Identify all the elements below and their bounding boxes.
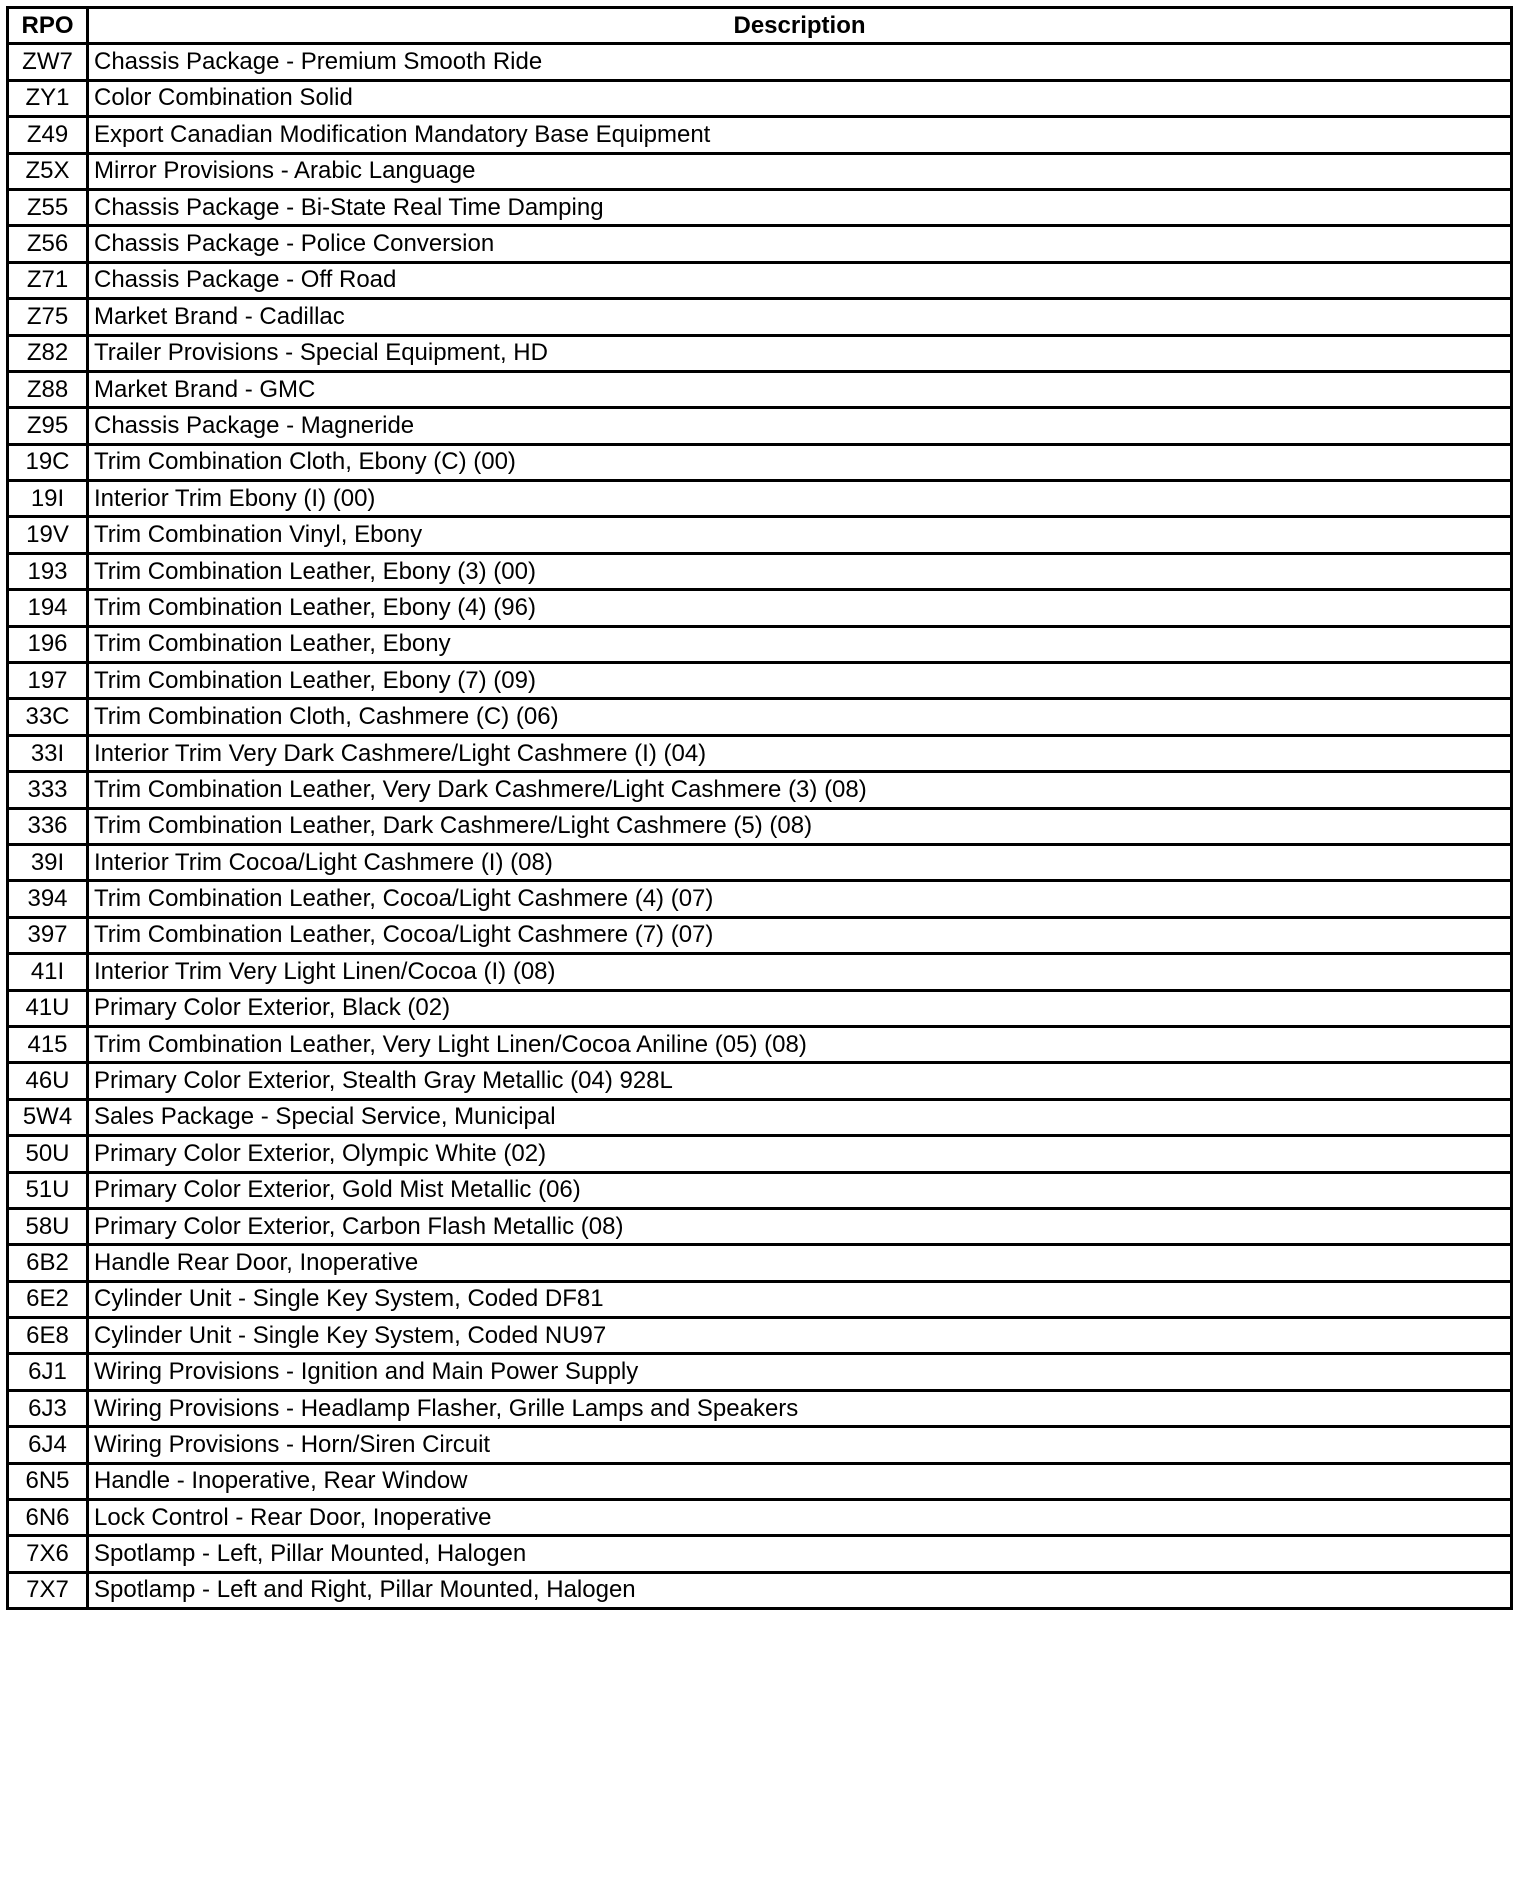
description-cell: Trim Combination Vinyl, Ebony: [88, 517, 1512, 553]
table-row: [8, 226, 1512, 262]
description-cell: Trailer Provisions - Special Equipment, HD: [88, 335, 1512, 371]
rpo-code-cell: 5W4: [8, 1099, 88, 1135]
table-row: [8, 844, 1512, 880]
description-cell: Interior Trim Very Light Linen/Cocoa (I) (08): [88, 954, 1512, 990]
rpo-code-cell: 197: [8, 663, 88, 699]
rpo-code-cell: Z82: [8, 335, 88, 371]
rpo-code-cell: 6B2: [8, 1245, 88, 1281]
description-cell: Handle - Inoperative, Rear Window: [88, 1463, 1512, 1499]
table-row: [8, 735, 1512, 771]
rpo-code-cell: 33C: [8, 699, 88, 735]
description-cell: Primary Color Exterior, Black (02): [88, 990, 1512, 1026]
description-cell: Trim Combination Leather, Ebony: [88, 626, 1512, 662]
table-row: [8, 299, 1512, 335]
description-cell: Spotlamp - Left, Pillar Mounted, Halogen: [88, 1536, 1512, 1572]
rpo-table: [6, 6, 1513, 1610]
description-cell: Wiring Provisions - Horn/Siren Circuit: [88, 1427, 1512, 1463]
table-row: [8, 954, 1512, 990]
description-cell: Interior Trim Cocoa/Light Cashmere (I) (08): [88, 844, 1512, 880]
table-row: [8, 408, 1512, 444]
table-row: [8, 1354, 1512, 1390]
description-cell: Color Combination Solid: [88, 80, 1512, 116]
rpo-code-cell: 51U: [8, 1172, 88, 1208]
description-cell: Trim Combination Leather, Ebony (7) (09): [88, 663, 1512, 699]
rpo-code-cell: 6J3: [8, 1390, 88, 1426]
description-cell: Trim Combination Cloth, Cashmere (C) (06): [88, 699, 1512, 735]
description-cell: Chassis Package - Premium Smooth Ride: [88, 44, 1512, 80]
rpo-code-cell: 6J4: [8, 1427, 88, 1463]
rpo-code-cell: Z55: [8, 189, 88, 225]
table-row: [8, 1572, 1512, 1608]
description-cell: Handle Rear Door, Inoperative: [88, 1245, 1512, 1281]
table-row: [8, 1099, 1512, 1135]
rpo-code-cell: ZY1: [8, 80, 88, 116]
table-row: [8, 262, 1512, 298]
table-row: [8, 1318, 1512, 1354]
table-row: [8, 444, 1512, 480]
description-cell: Primary Color Exterior, Carbon Flash Metallic (08): [88, 1208, 1512, 1244]
rpo-code-cell: 6E8: [8, 1318, 88, 1354]
table-row: [8, 1136, 1512, 1172]
description-cell: Trim Combination Leather, Dark Cashmere/Light Cashmere (5) (08): [88, 808, 1512, 844]
table-row: [8, 1208, 1512, 1244]
table-row: [8, 1281, 1512, 1317]
description-cell: Trim Combination Leather, Very Dark Cashmere/Light Cashmere (3) (08): [88, 772, 1512, 808]
rpo-code-cell: Z95: [8, 408, 88, 444]
table-row: [8, 772, 1512, 808]
table-row: [8, 699, 1512, 735]
table-row: [8, 189, 1512, 225]
description-cell: Primary Color Exterior, Olympic White (02): [88, 1136, 1512, 1172]
table-body: [8, 44, 1512, 1609]
rpo-code-cell: 333: [8, 772, 88, 808]
rpo-code-cell: 6E2: [8, 1281, 88, 1317]
table-row: [8, 808, 1512, 844]
table-row: [8, 1063, 1512, 1099]
table-row: [8, 917, 1512, 953]
description-cell: Trim Combination Leather, Cocoa/Light Cashmere (7) (07): [88, 917, 1512, 953]
description-cell: Chassis Package - Off Road: [88, 262, 1512, 298]
rpo-code-cell: 58U: [8, 1208, 88, 1244]
rpo-code-cell: Z71: [8, 262, 88, 298]
rpo-code-cell: 6J1: [8, 1354, 88, 1390]
description-cell: Market Brand - GMC: [88, 371, 1512, 407]
rpo-code-cell: 194: [8, 590, 88, 626]
description-cell: Interior Trim Very Dark Cashmere/Light Cashmere (I) (04): [88, 735, 1512, 771]
rpo-code-cell: 46U: [8, 1063, 88, 1099]
description-cell: Cylinder Unit - Single Key System, Coded DF81: [88, 1281, 1512, 1317]
rpo-code-cell: 19I: [8, 481, 88, 517]
rpo-code-cell: Z88: [8, 371, 88, 407]
description-cell: Primary Color Exterior, Stealth Gray Metallic (04) 928L: [88, 1063, 1512, 1099]
table-row: [8, 335, 1512, 371]
rpo-code-cell: 7X7: [8, 1572, 88, 1608]
table-row: [8, 481, 1512, 517]
rpo-code-cell: 415: [8, 1026, 88, 1062]
column-header-description: Description: [88, 8, 1512, 44]
table-row: [8, 1500, 1512, 1536]
table-row: [8, 517, 1512, 553]
description-cell: Trim Combination Leather, Very Light Linen/Cocoa Aniline (05) (08): [88, 1026, 1512, 1062]
table-row: [8, 663, 1512, 699]
table-row: [8, 80, 1512, 116]
table-row: [8, 1245, 1512, 1281]
description-cell: Cylinder Unit - Single Key System, Coded NU97: [88, 1318, 1512, 1354]
description-cell: Spotlamp - Left and Right, Pillar Mounted, Halogen: [88, 1572, 1512, 1608]
rpo-code-cell: Z56: [8, 226, 88, 262]
rpo-code-cell: 6N6: [8, 1500, 88, 1536]
rpo-code-cell: ZW7: [8, 44, 88, 80]
rpo-code-cell: Z49: [8, 117, 88, 153]
rpo-code-cell: 41I: [8, 954, 88, 990]
description-cell: Lock Control - Rear Door, Inoperative: [88, 1500, 1512, 1536]
description-cell: Mirror Provisions - Arabic Language: [88, 153, 1512, 189]
rpo-code-cell: 41U: [8, 990, 88, 1026]
description-cell: Chassis Package - Magneride: [88, 408, 1512, 444]
rpo-code-cell: 394: [8, 881, 88, 917]
column-header-rpo: RPO: [8, 8, 88, 44]
description-cell: Trim Combination Leather, Cocoa/Light Cashmere (4) (07): [88, 881, 1512, 917]
table-row: [8, 1463, 1512, 1499]
table-row: [8, 1536, 1512, 1572]
rpo-code-cell: Z75: [8, 299, 88, 335]
rpo-code-cell: 39I: [8, 844, 88, 880]
description-cell: Sales Package - Special Service, Municipal: [88, 1099, 1512, 1135]
table-row: [8, 153, 1512, 189]
description-cell: Trim Combination Leather, Ebony (4) (96): [88, 590, 1512, 626]
rpo-code-cell: 196: [8, 626, 88, 662]
table-row: [8, 117, 1512, 153]
table-row: [8, 44, 1512, 80]
description-cell: Wiring Provisions - Ignition and Main Power Supply: [88, 1354, 1512, 1390]
table-header-row: [8, 8, 1512, 44]
table-row: [8, 1427, 1512, 1463]
rpo-code-cell: 336: [8, 808, 88, 844]
rpo-code-cell: Z5X: [8, 153, 88, 189]
description-cell: Export Canadian Modification Mandatory Base Equipment: [88, 117, 1512, 153]
rpo-code-cell: 33I: [8, 735, 88, 771]
table-row: [8, 371, 1512, 407]
rpo-code-cell: 6N5: [8, 1463, 88, 1499]
description-cell: Trim Combination Cloth, Ebony (C) (00): [88, 444, 1512, 480]
description-cell: Primary Color Exterior, Gold Mist Metallic (06): [88, 1172, 1512, 1208]
rpo-code-cell: 193: [8, 553, 88, 589]
description-cell: Trim Combination Leather, Ebony (3) (00): [88, 553, 1512, 589]
rpo-code-cell: 19V: [8, 517, 88, 553]
description-cell: Wiring Provisions - Headlamp Flasher, Grille Lamps and Speakers: [88, 1390, 1512, 1426]
rpo-code-cell: 50U: [8, 1136, 88, 1172]
rpo-code-cell: 397: [8, 917, 88, 953]
rpo-code-cell: 7X6: [8, 1536, 88, 1572]
table-row: [8, 1390, 1512, 1426]
description-cell: Chassis Package - Police Conversion: [88, 226, 1512, 262]
table-row: [8, 1026, 1512, 1062]
description-cell: Interior Trim Ebony (I) (00): [88, 481, 1512, 517]
rpo-code-cell: 19C: [8, 444, 88, 480]
description-cell: Chassis Package - Bi-State Real Time Damping: [88, 189, 1512, 225]
table-row: [8, 990, 1512, 1026]
table-row: [8, 626, 1512, 662]
table-row: [8, 1172, 1512, 1208]
table-row: [8, 881, 1512, 917]
description-cell: Market Brand - Cadillac: [88, 299, 1512, 335]
table-row: [8, 553, 1512, 589]
table-row: [8, 590, 1512, 626]
